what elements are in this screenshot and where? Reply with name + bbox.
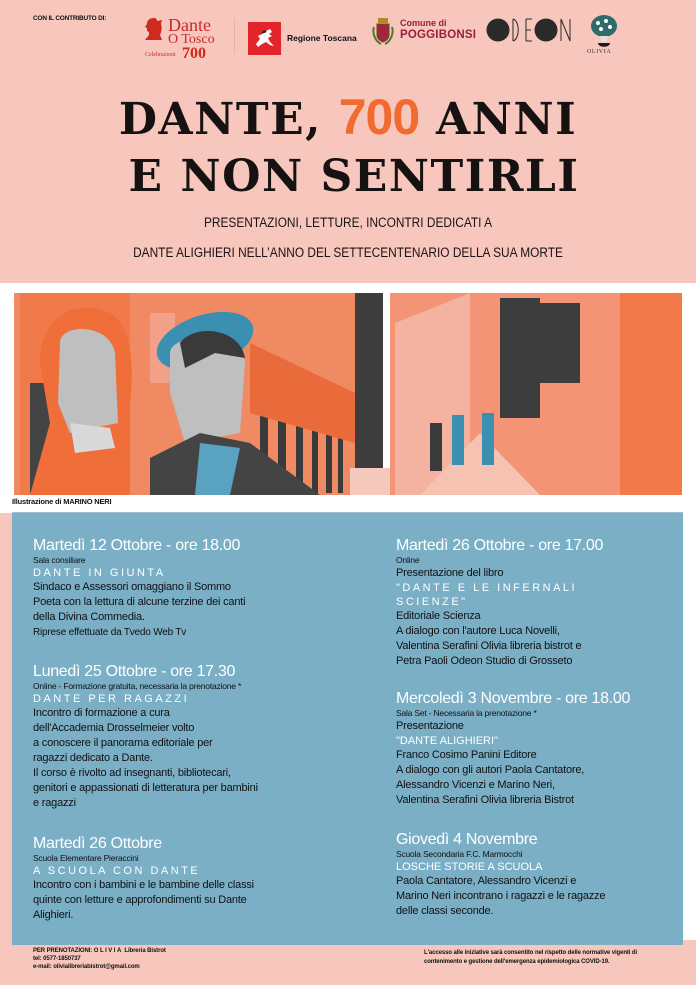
event-date: Lunedì 25 Ottobre - ore 17.30 bbox=[33, 663, 236, 680]
event-line: quinte con letture e approfondimenti su Dante bbox=[33, 894, 247, 906]
event-place: Sala consiliare bbox=[33, 555, 86, 565]
booking-label: PER PRENOTAZIONI: bbox=[33, 948, 93, 954]
dante-logo-line1: Dante bbox=[168, 15, 211, 35]
sponsor-bar bbox=[0, 0, 696, 78]
event-date: Mercoledì 3 Novembre - ore 18.00 bbox=[396, 690, 631, 707]
event-line: genitori e appassionati di letteratura per bambini bbox=[33, 782, 258, 794]
event-line: Valentina Serafini Olivia libreria bistrot e bbox=[396, 640, 582, 652]
booking-line bbox=[33, 947, 166, 955]
event-line: dell'Accademia Drosselmeier volto bbox=[33, 722, 195, 734]
illustration bbox=[0, 283, 696, 505]
booking-info bbox=[33, 947, 166, 971]
regione-toscana-logo bbox=[248, 22, 281, 55]
event-line: Incontro con i bambini e le bambine delle classi bbox=[33, 879, 254, 891]
event-pre: Presentazione bbox=[396, 720, 464, 732]
covid-notice bbox=[424, 949, 694, 967]
event-place: Online - Formazione gratuita, necessaria la prenotazione * bbox=[33, 681, 242, 691]
event-title: DANTE IN GIUNTA bbox=[33, 567, 166, 579]
subtitle-line2: DANTE ALIGHIERI NELL’ANNO DEL SETTECENTENARIO DELLA SUA MORTE bbox=[133, 245, 563, 260]
subtitle-line1: PRESENTAZIONI, LETTURE, INCONTRI DEDICATI A bbox=[203, 215, 493, 230]
event-line: Editoriale Scienza bbox=[396, 610, 481, 622]
event-line: delle classi seconde. bbox=[396, 905, 494, 917]
event-place: Sala Set - Necessaria la prenotazione * bbox=[396, 708, 537, 718]
event-line: Riprese effettuate da Tvedo Web Tv bbox=[33, 627, 187, 638]
dante-logo-line4: 700 bbox=[182, 45, 206, 62]
event-line: della Divina Commedia. bbox=[33, 611, 145, 623]
illustration-credit: Illustrazione di MARINO NERI bbox=[12, 497, 112, 506]
sponsor-divider bbox=[234, 18, 235, 54]
event-card bbox=[33, 537, 353, 640]
booking-name: OLIVIA bbox=[93, 948, 123, 954]
illustration-artwork bbox=[0, 283, 696, 505]
event-line: Il corso è rivolto ad insegnanti, bibliotecari, bbox=[33, 767, 231, 779]
main-title-line1 bbox=[0, 89, 696, 145]
event-date: Giovedì 4 Novembre bbox=[396, 831, 538, 848]
event-line: Valentina Serafini Olivia libreria Bistrot bbox=[396, 794, 574, 806]
event-card bbox=[396, 831, 696, 919]
regione-toscana-text: Regione Toscana bbox=[287, 33, 357, 43]
event-line: ragazzi dedicato a Dante. bbox=[33, 752, 153, 764]
dante-logo-line3: Celebrazioni bbox=[145, 52, 176, 58]
event-line: Sindaco e Assessori omaggiano il Sommo bbox=[33, 581, 231, 593]
poggibonsi-line2: POGGIBONSI bbox=[400, 29, 477, 41]
event-line: e ragazzi bbox=[33, 797, 76, 809]
event-pre: Presentazione del libro bbox=[396, 567, 504, 579]
event-title: LOSCHE STORIE A SCUOLA bbox=[396, 861, 543, 873]
booking-phone[interactable]: tel: 0577-1850737 bbox=[33, 956, 81, 962]
event-title: DANTE PER RAGAZZI bbox=[33, 693, 190, 705]
event-card bbox=[33, 835, 353, 923]
title-part2: ANNI bbox=[419, 94, 578, 145]
event-line: A dialogo con l'autore Luca Novelli, bbox=[396, 625, 560, 637]
event-title: "DANTE ALIGHIERI" bbox=[396, 735, 498, 747]
event-place: Online bbox=[396, 555, 420, 565]
booking-suffix: Libreria Bistrot bbox=[124, 948, 166, 954]
event-line: Alighieri. bbox=[33, 909, 74, 921]
covid-notice-line1: L'accesso alle iniziative sarà consentito nel rispetto delle normative vigenti di bbox=[424, 950, 638, 956]
coat-of-arms-icon bbox=[372, 17, 394, 47]
event-title: "DANTE E LE INFERNALI bbox=[396, 582, 578, 594]
event-line: Petra Paoli Odeon Studio di Grosseto bbox=[396, 655, 573, 667]
covid-notice-line2: contenimento e gestione dell'emergenza epidemiologica COVID-19. bbox=[424, 959, 610, 965]
contributors-label: CON IL CONTRIBUTO DI: bbox=[33, 15, 107, 22]
event-line: Poeta con la lettura di alcune terzine dei canti bbox=[33, 596, 246, 608]
dante-o-tosco-logo bbox=[145, 16, 225, 62]
pegasus-icon bbox=[248, 22, 281, 55]
event-line: A dialogo con gli autori Paola Cantatore, bbox=[396, 764, 585, 776]
dante-logo-line2: O Tosco bbox=[168, 32, 215, 47]
event-line: Incontro di formazione a cura bbox=[33, 707, 170, 719]
title-part1: DANTE, bbox=[118, 94, 339, 145]
event-card bbox=[396, 690, 696, 808]
event-date: Martedì 26 Ottobre bbox=[33, 835, 162, 852]
event-line: Marino Neri incontrano i ragazzi e le ragazze bbox=[396, 890, 606, 902]
event-line: Franco Cosimo Panini Editore bbox=[396, 749, 537, 761]
event-date: Martedì 26 Ottobre - ore 17.00 bbox=[396, 537, 604, 554]
event-place: Scuola Elementare Pieraccini bbox=[33, 853, 139, 863]
event-card bbox=[33, 663, 353, 811]
event-title: A SCUOLA CON DANTE bbox=[33, 865, 201, 877]
olivia-logo-text: OLIVIA bbox=[587, 49, 612, 55]
event-title-cont: SCIENZE" bbox=[396, 596, 468, 608]
event-place: Scuola Secondaria F.C. Marmocchi bbox=[396, 849, 523, 859]
event-line: Paola Cantatore, Alessandro Vicenzi e bbox=[396, 875, 577, 887]
event-line: a conoscere il panorama editoriale per bbox=[33, 737, 213, 749]
poggibonsi-line1: Comune di bbox=[400, 18, 447, 28]
dante-profile-icon bbox=[145, 18, 162, 40]
event-card bbox=[396, 537, 696, 669]
main-title-line2: E NON SENTIRLI bbox=[128, 151, 580, 202]
booking-email[interactable]: e-mail: olivialibreriabistrot@gmail.com bbox=[33, 964, 140, 970]
event-line: Alessandro Vicenzi e Marino Neri, bbox=[396, 779, 555, 791]
title-accent-700: 700 bbox=[338, 89, 420, 145]
event-date: Martedì 12 Ottobre - ore 18.00 bbox=[33, 537, 241, 554]
odeon-logo bbox=[486, 17, 572, 43]
